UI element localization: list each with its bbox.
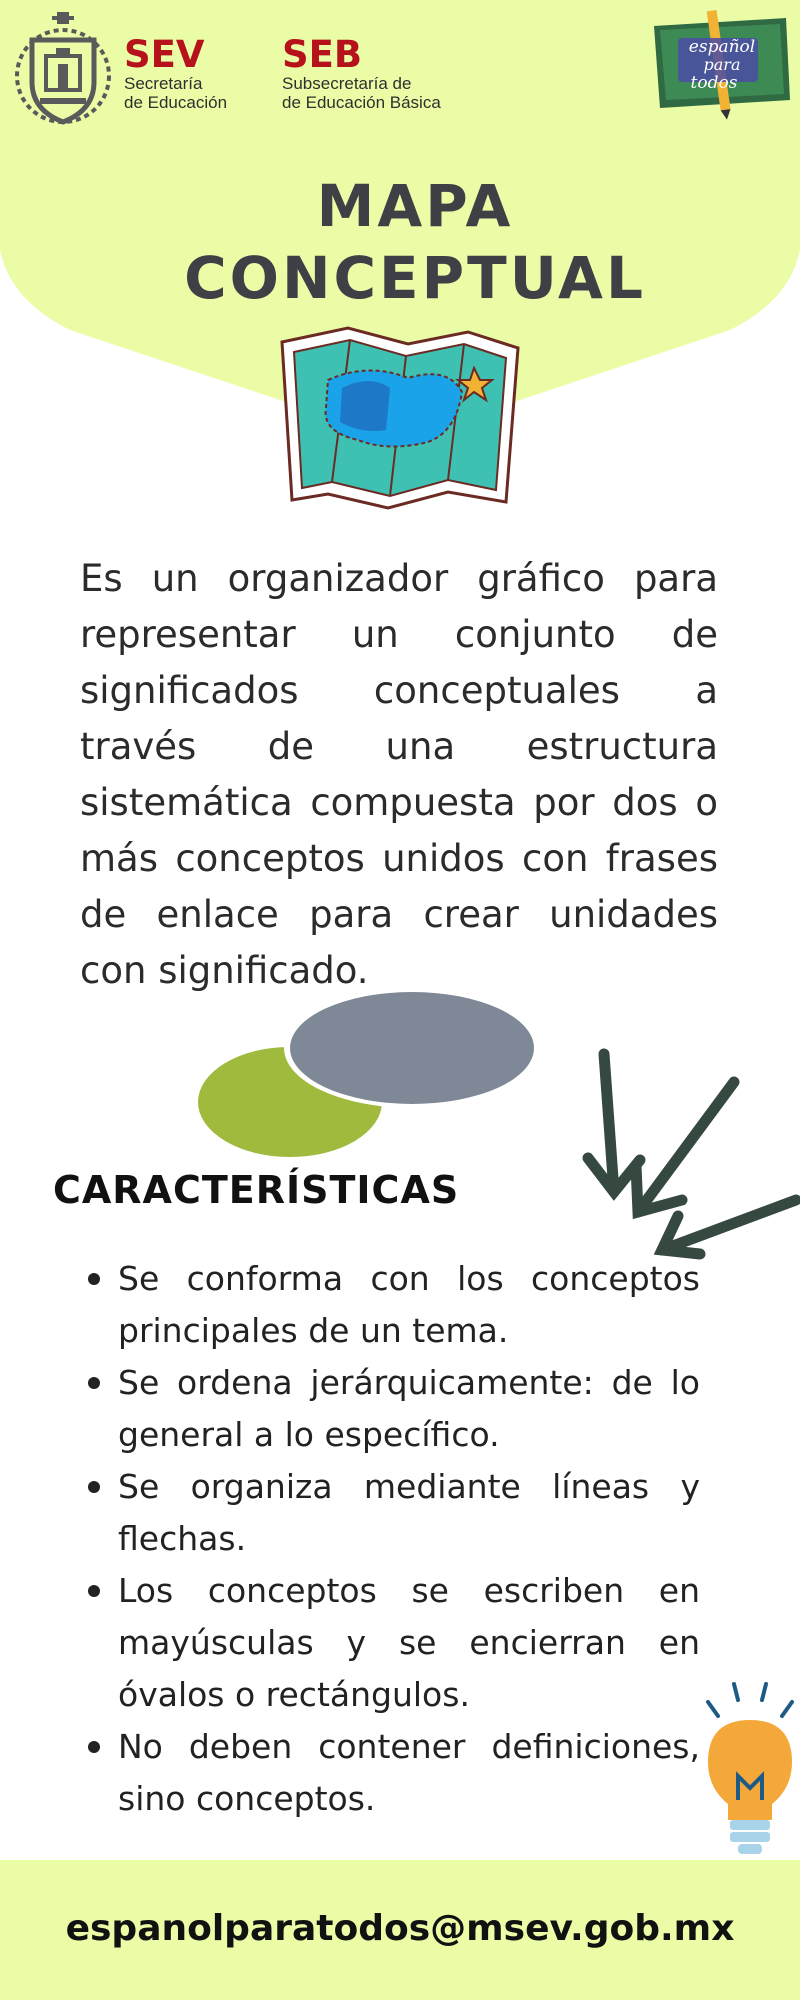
- seb-acronym: SEB: [282, 33, 363, 76]
- title-line2: CONCEPTUAL: [184, 244, 646, 312]
- bullet-icon: [88, 1377, 100, 1389]
- treasure-map-icon: [278, 322, 526, 510]
- feature-text: No deben contener definiciones, sino conceptos.: [118, 1727, 700, 1818]
- brand-line1: español: [688, 37, 756, 57]
- features-heading: CARACTERÍSTICAS: [53, 1168, 460, 1212]
- bullet-icon: [88, 1273, 100, 1285]
- sev-logo-text: [124, 33, 228, 112]
- header: [0, 0, 800, 140]
- sev-line1: Secretaría: [124, 74, 203, 93]
- bullet-icon: [88, 1481, 100, 1493]
- sev-line2: de Educación: [124, 93, 228, 112]
- footer: [0, 1860, 800, 2000]
- brand-line2: para: [703, 55, 741, 74]
- features-list: [88, 1253, 700, 1825]
- sev-acronym: SEV: [124, 33, 205, 76]
- feature-text: Se organiza mediante líneas y flechas.: [118, 1467, 700, 1558]
- list-item: [88, 1461, 700, 1565]
- brand-line3: todos: [690, 73, 738, 93]
- definition-text: Es un organizador gráfico para representar un conjunto de significados conceptuales a través de una estructura sistemática compuesta por dos o más conceptos unidos con frases de enlace para crear unidades con significado.: [80, 557, 718, 992]
- seb-line1: Subsecretaría de: [282, 74, 412, 93]
- espanol-para-todos-badge: [650, 8, 792, 122]
- list-item: [88, 1357, 700, 1461]
- seb-logo-text: [282, 33, 441, 112]
- title-line1: MAPA: [316, 172, 514, 240]
- decorative-ovals: [190, 984, 540, 1159]
- feature-text: Se ordena jerárquicamente: de lo general a lo específico.: [118, 1363, 700, 1454]
- bullet-icon: [88, 1741, 100, 1753]
- bullet-icon: [88, 1585, 100, 1597]
- veracruz-shield-icon: [10, 10, 116, 132]
- arrows-icon: [570, 1040, 800, 1260]
- page-title: [0, 170, 800, 314]
- list-item: [88, 1565, 700, 1721]
- lightbulb-icon: [700, 1680, 800, 1860]
- contact-email: espanolparatodos@msev.gob.mx: [65, 1908, 735, 1949]
- list-item: [88, 1721, 700, 1825]
- feature-text: Los conceptos se escriben en mayúsculas y se encierran en óvalos o rectángulos.: [118, 1571, 700, 1714]
- feature-text: Se conforma con los conceptos principales de un tema.: [118, 1259, 700, 1350]
- seb-line2: de Educación Básica: [282, 93, 441, 112]
- list-item: [88, 1253, 700, 1357]
